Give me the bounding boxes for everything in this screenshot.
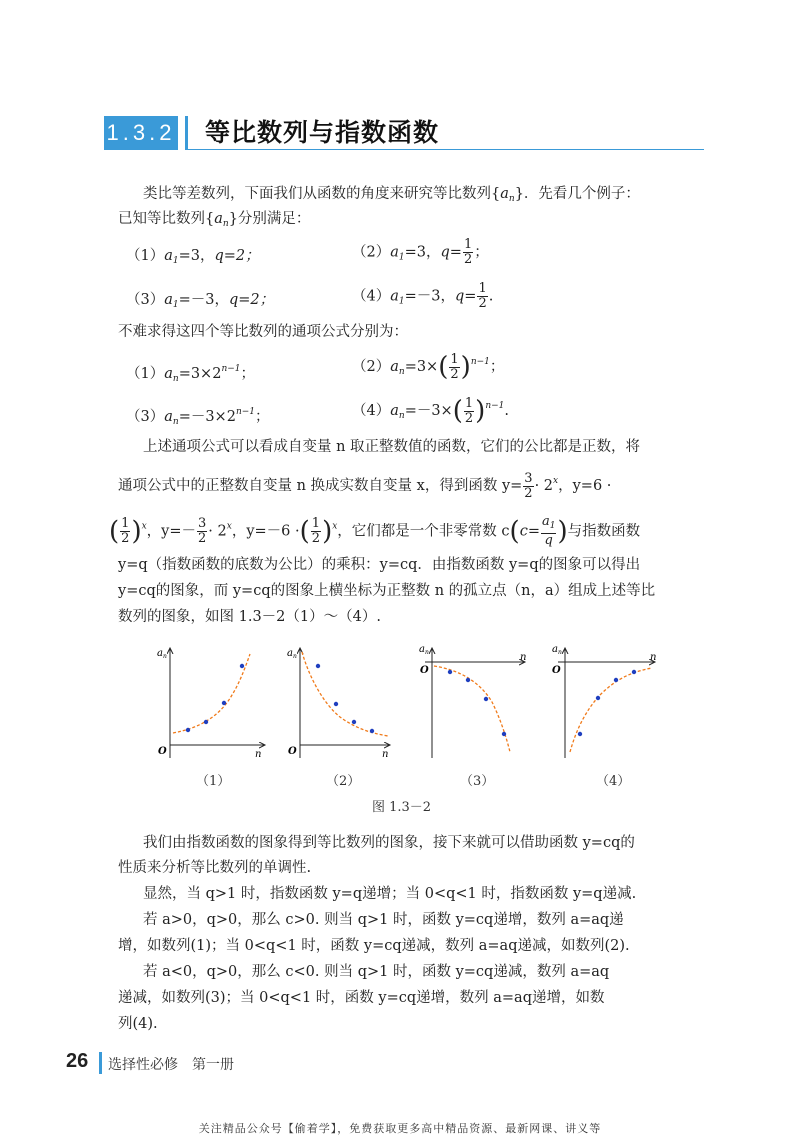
curve: [570, 668, 652, 752]
graph-4: [552, 644, 656, 758]
svg-text:n: n: [163, 653, 167, 660]
figure-label-2: （2）: [326, 774, 361, 789]
condition-3: $(3)a_1=-3$，q=2；: [126, 292, 275, 310]
point: [186, 728, 190, 732]
figure-label-3: （3）: [460, 774, 495, 789]
figure-label-4: （4）: [596, 774, 631, 789]
point: [466, 678, 470, 682]
condition-1: $(1)a_1=3$，q=2；: [126, 248, 260, 266]
page-number: 26: [66, 1050, 89, 1072]
point: [334, 702, 338, 706]
svg-text:O: O: [552, 665, 561, 676]
svg-text:n: n: [255, 749, 262, 760]
condition-4: $(4)a_1=-3$，q= $\frac{1}{2}$ .: [352, 281, 494, 311]
svg-text:a: a: [552, 644, 558, 655]
para1-line-2: 通项公式中的正整数自变量 n 换成实数自变量 x，得到函数 y= $\frac{3}{2}$ · $2^x$，y=6 ·: [118, 470, 612, 501]
point: [240, 664, 244, 668]
svg-text:n: n: [650, 652, 657, 663]
section-rule: [186, 149, 704, 150]
section-number: 1.3.2: [104, 116, 178, 150]
formula-3: $(3)a_n=-3\times 2^{n-1}$；: [126, 407, 270, 427]
para2-line-8: 列(4).: [118, 1016, 158, 1032]
section-title: 等比数列与指数函数: [205, 118, 440, 147]
point: [614, 678, 618, 682]
para2-line-1: 我们由指数函数的图象得到等比数列的图象，接下来就可以借助函数 y=cq的: [143, 835, 635, 851]
para2-line-6: 若 a<0，q>0，那么 c<0. 则当 q>1 时，函数 y=cq递减，数列 a=aq: [143, 964, 610, 980]
svg-text:O: O: [158, 746, 167, 757]
graph-1: [157, 648, 265, 760]
general-intro: 不难求得这四个等比数列的通项公式分别为：: [118, 324, 408, 340]
para2-line-5: 增，如数列(1)；当 0<q<1 时，函数 y=cq递减，数列 a=aq递减，如数列(2).: [118, 938, 630, 954]
svg-text:O: O: [288, 746, 297, 757]
svg-text:O: O: [420, 665, 429, 676]
point: [204, 720, 208, 724]
curve: [434, 666, 510, 752]
para1-line-4: y=q（指数函数的底数为公比）的乘积：y=cq．由指数函数 y=q的图象可以得出: [118, 557, 641, 573]
curve: [302, 652, 388, 736]
svg-text:n: n: [293, 653, 297, 660]
intro-text: 分别满足：: [237, 211, 311, 227]
para2-line-4: 若 a>0，q>0，那么 c>0. 则当 q>1 时，函数 y=cq递增，数列 a=aq递: [143, 912, 624, 928]
figure-caption: 图 1.3－2: [372, 800, 432, 815]
formula-2: $(2)a_n=3\times$( $\frac{1}{2}$ )$^{n-1}$；: [352, 351, 505, 382]
svg-text:a: a: [419, 644, 425, 655]
point: [484, 697, 488, 701]
point: [632, 670, 636, 674]
para2-line-7: 递减，如数列(3)；当 0<q<1 时，函数 y=cq递增，数列 a=aq递增，如数: [118, 990, 605, 1006]
point: [596, 696, 600, 700]
intro-line-1: 类比等差数列，下面我们从函数的角度来研究等比数列$\{a_n\}$．先看几个例子：: [143, 186, 640, 204]
curve: [173, 654, 250, 733]
section-bar: [185, 116, 188, 150]
point: [222, 701, 226, 705]
page-bar: [99, 1052, 102, 1074]
para1-line-5: y=cq的图象，而 y=cq的图象上横坐标为正整数 n 的孤立点（n，a）组成上述等比: [118, 583, 656, 599]
point: [352, 720, 356, 724]
point: [370, 729, 374, 733]
para1-line-6: 数列的图象，如图 1.3－2（1）～（4）.: [118, 609, 381, 625]
svg-text:n: n: [425, 649, 429, 656]
para1-line-1: 上述通项公式可以看成自变量 n 取正整数值的函数，它们的公比都是正数，将: [143, 439, 641, 455]
condition-2: $(2)a_1=3$，q= $\frac{1}{2}$ ；: [352, 237, 489, 267]
para2-line-2: 性质来分析等比数列的单调性.: [118, 860, 312, 876]
svg-text:n: n: [520, 652, 527, 663]
formula-4: $(4)a_n=-3\times$( $\frac{1}{2}$ )$^{n-1}$.: [352, 395, 509, 426]
footer-note: 关注精品公众号【偷着学】，免费获取更多高中精品资源、最新网课、讲义等: [198, 1122, 602, 1135]
svg-text:n: n: [558, 649, 562, 656]
point: [502, 732, 506, 736]
point: [448, 670, 452, 674]
intro-text: 已知等比数列: [118, 211, 205, 227]
graph-3: [419, 644, 526, 758]
book-title: 选择性必修 第一册: [108, 1057, 234, 1073]
intro-line-2: 已知等比数列$\{a_n\}$分别满足：: [118, 211, 311, 229]
point: [578, 732, 582, 736]
point: [316, 664, 320, 668]
figure-label-1: （1）: [196, 774, 231, 789]
svg-text:n: n: [382, 749, 389, 760]
para1-line-3: ( $\frac{1}{2}$ )$^x$，y=－ $\frac{3}{2}$ · $2^x$，y=－6 ·( $\frac{1}{2}$ )$^x$，它们都是一个非零常数 c(c= $\frac{a_1}{q}$ )与指数函数: [109, 514, 641, 548]
graph-2: [287, 648, 390, 760]
svg-text:a: a: [157, 648, 163, 659]
intro-text: ．先看几个例子：: [523, 186, 640, 202]
figure-1-3-2: [140, 640, 680, 790]
intro-text: 类比等差数列，下面我们从函数的角度来研究等比数列: [143, 186, 491, 202]
svg-text:a: a: [287, 648, 293, 659]
formula-1: $(1)a_n=3\times 2^{n-1}$；: [126, 364, 256, 384]
para2-line-3: 显然，当 q>1 时，指数函数 y=q递增；当 0<q<1 时，指数函数 y=q递减.: [143, 886, 637, 902]
